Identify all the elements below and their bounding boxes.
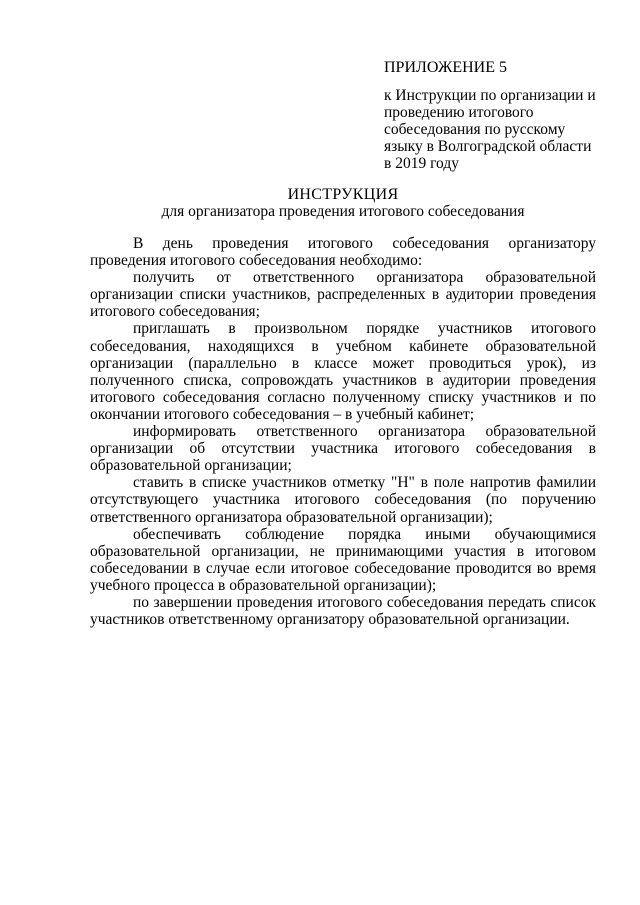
appendix-header bbox=[384, 58, 614, 172]
instruction-item: приглашать в произвольном порядке участников итогового собеседования, находящихся в учебном кабинете образовательной организации (параллельно в классе может проводиться урок), из полученного списка, сопровождать участников в аудитории проведения итогового собеседования согласно полученному списку участников и по окончании итогового собеседования – в учебный кабинет; bbox=[90, 320, 596, 423]
document-heading bbox=[90, 186, 596, 220]
document-subtitle: для организатора проведения итогового собеседования bbox=[161, 203, 525, 220]
instruction-item: информировать ответственного организатора образовательной организации об отсутствии участника итогового собеседования в образовательной организации; bbox=[90, 423, 596, 475]
document-body bbox=[90, 235, 596, 628]
instruction-item: получить от ответственного организатора образовательной организации списки участников, распределенных в аудитории проведения итогового собеседования; bbox=[90, 269, 596, 321]
document-title: ИНСТРУКЦИЯ bbox=[287, 186, 399, 203]
intro-paragraph: В день проведения итогового собеседования организатору проведения итогового собеседования необходимо: bbox=[90, 235, 596, 270]
appendix-line: собеседования по русскому bbox=[384, 121, 566, 138]
appendix-title: ПРИЛОЖЕНИЕ 5 bbox=[384, 59, 508, 76]
instruction-item: обеспечивать соблюдение порядка иными обучающимися образовательной организации, не принимающими участия в итоговом собеседовании в случае если итоговое собеседование проводится во время учебного процесса в образовательной организации); bbox=[90, 525, 596, 594]
appendix-line: проведению итогового bbox=[384, 104, 534, 121]
instruction-item: ставить в списке участников отметку "Н" в поле напротив фамилии отсутствующего участника итогового собеседования (по поручению ответственного организатора образовательной организации); bbox=[90, 474, 596, 526]
appendix-line: в 2019 году bbox=[384, 155, 459, 172]
appendix-line: к Инструкции по организации и bbox=[384, 87, 596, 104]
appendix-line: языку в Волгоградской области bbox=[384, 138, 592, 155]
instruction-item: по завершении проведения итогового собеседования передать список участников ответственному организатору образовательной организации. bbox=[90, 593, 596, 629]
